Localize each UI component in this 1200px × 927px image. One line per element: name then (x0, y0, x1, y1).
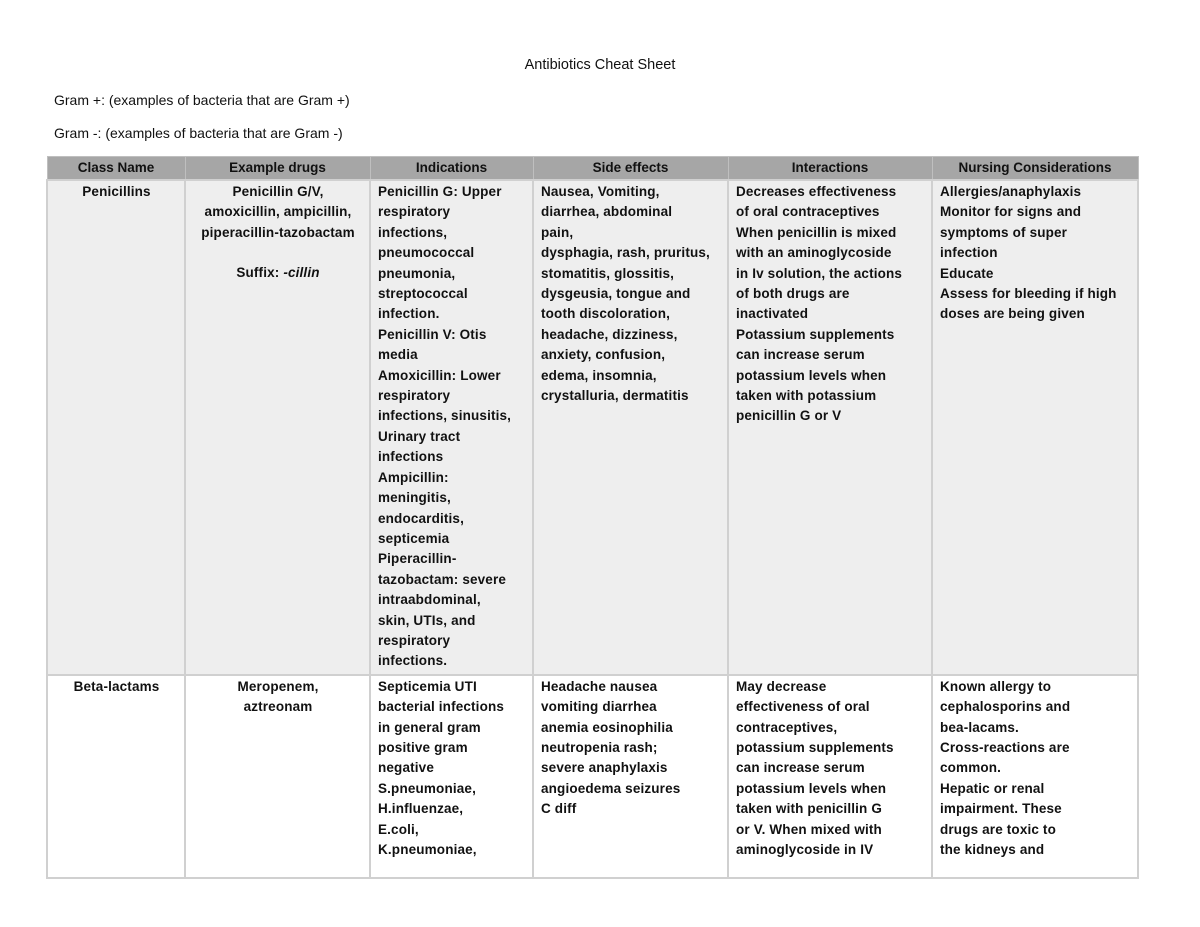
table-header-row (47, 157, 1138, 181)
table-row-beta-lactams (47, 675, 1138, 878)
cell-class-name: Beta-lactams (47, 675, 185, 878)
suffix-value: -cillin (283, 265, 320, 281)
antibiotics-table (46, 156, 1139, 879)
cell-example-drugs (185, 180, 370, 675)
cell-indications: Septicemia UTI bacterial infections in general gram positive gram negative S.pneumoniae, H.influenzae, E.coli, K.pneumoniae, (370, 675, 533, 878)
suffix-label: Suffix: (236, 265, 284, 281)
cell-side-effects: Nausea, Vomiting, diarrhea, abdominal pain, dysphagia, rash, pruritus, stomatitis, glossitis, dysgeusia, tongue and tooth discoloration, headache, dizziness, anxiety, confusion, edema, insomnia, crystalluria, dermatitis (533, 180, 728, 675)
cell-indications: Penicillin G: Upper respiratory infections, pneumococcal pneumonia, streptococcal infection. Penicillin V: Otis media Amoxicillin: Lower respiratory infections, sinusitis, Urinary tract infections Ampicillin: meningitis, endocarditis, septicemia Piperacillin- tazobactam: severe intraabdominal, skin, UTIs, and respiratory infections. (370, 180, 533, 675)
header-class-name: Class Name (47, 157, 185, 181)
cell-example-drugs: Meropenem, aztreonam (185, 675, 370, 878)
cell-interactions: Decreases effectiveness of oral contraceptives When penicillin is mixed with an aminoglycoside in Iv solution, the actions of both drugs are inactivated Potassium supplements can increase serum potassium levels when taken with potassium penicillin G or V (728, 180, 932, 675)
header-side-effects: Side effects (533, 157, 728, 181)
cell-nursing-considerations: Allergies/anaphylaxis Monitor for signs and symptoms of super infection Educate Assess for bleeding if high doses are being given (932, 180, 1138, 675)
cell-interactions: May decrease effectiveness of oral contraceptives, potassium supplements can increase serum potassium levels when taken with penicillin G or V. When mixed with aminoglycoside in IV (728, 675, 932, 878)
gram-negative-line: Gram -: (examples of bacteria that are Gram -) (54, 125, 343, 141)
header-example-drugs: Example drugs (185, 157, 370, 181)
header-nursing-considerations: Nursing Considerations (932, 157, 1138, 181)
cell-side-effects: Headache nausea vomiting diarrhea anemia eosinophilia neutropenia rash; severe anaphylaxis angioedema seizures C diff (533, 675, 728, 878)
header-interactions: Interactions (728, 157, 932, 181)
document-title: Antibiotics Cheat Sheet (524, 57, 676, 73)
cell-nursing-considerations: Known allergy to cephalosporins and bea-lacams. Cross-reactions are common. Hepatic or renal impairment. These drugs are toxic to the kidneys and (932, 675, 1138, 878)
table-row-penicillins (47, 180, 1138, 675)
cell-class-name: Penicillins (47, 180, 185, 675)
header-indications: Indications (370, 157, 533, 181)
suffix-line (236, 263, 319, 283)
gram-positive-line: Gram +: (examples of bacteria that are Gram +) (54, 92, 350, 108)
example-drugs-text: Penicillin G/V, amoxicillin, ampicillin, piperacillin-tazobactam (201, 184, 355, 240)
